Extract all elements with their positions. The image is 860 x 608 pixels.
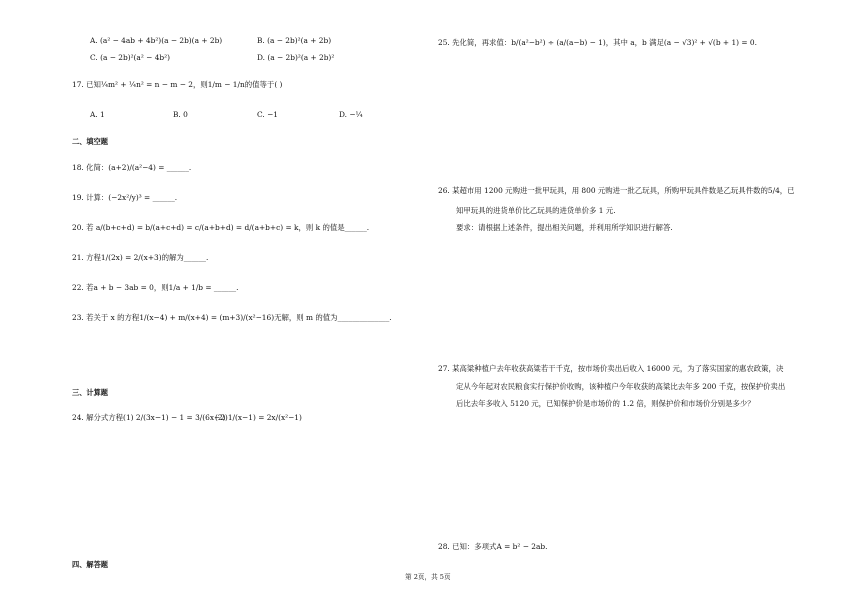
section-fill-in-blank-heading: 二、填空题 bbox=[72, 137, 108, 146]
q17-option-a: A. 1 bbox=[90, 110, 105, 119]
page-footer: 第 2页，共 5页 bbox=[405, 573, 451, 581]
section-answer-heading: 四、解答题 bbox=[72, 560, 108, 569]
q27-line3: 后比去年多收入 5120 元，已知保护价是市场价的 1.2 倍，则保护价和市场价分别是多少？ bbox=[456, 399, 755, 408]
q27-line1: 27. 某高粱种植户去年收获高粱若干千克，按市场价卖出后收入 16000 元，为了落实国家的惠农政策，决 bbox=[438, 364, 784, 373]
q27-line2: 定从今年起对农民粮食实行保护价收购，该种植户今年收获的高粱比去年多 200 千克，按保护价卖出 bbox=[456, 382, 786, 391]
q17-stem: 17. 已知¼m² + ¼n² = n − m − 2，则1/m − 1/n的值等于( ) bbox=[72, 80, 283, 89]
q20: 20. 若 a/(b+c+d) = b/(a+c+d) = c/(a+b+d) = d/(a+b+c) = k，则 k 的值是______. bbox=[72, 223, 370, 232]
q26-line2: 知甲玩具的进货单价比乙玩具的进货单价多 1 元. bbox=[456, 206, 616, 215]
q23: 23. 若关于 x 的方程1/(x−4) + m/(x+4) = (m+3)/(x²−16)无解，则 m 的值为______________. bbox=[72, 313, 392, 322]
q19: 19. 计算：(−2x²/y)³ = ______. bbox=[72, 193, 178, 202]
q22: 22. 若a + b − 3ab = 0，则1/a + 1/b = ______. bbox=[72, 283, 239, 292]
q28: 28. 已知：多项式A = b² − 2ab. bbox=[438, 542, 548, 551]
q17-option-b: B. 0 bbox=[173, 110, 188, 119]
q16-option-d: D. (a − 2b)²(a + 2b)² bbox=[257, 53, 335, 62]
q16-option-a: A. (a² − 4ab + 4b²)(a − 2b)(a + 2b) bbox=[90, 36, 223, 45]
q17-option-d: D. −¼ bbox=[339, 110, 363, 119]
q16-option-b: B. (a − 2b)²(a + 2b) bbox=[257, 36, 332, 45]
q18: 18. 化简：(a+2)/(a²−4) = ______. bbox=[72, 163, 192, 172]
q26-line1: 26. 某超市用 1200 元购进一批甲玩具，用 800 元购进一批乙玩具，所购甲玩具件数是乙玩具件数的5/4，已 bbox=[438, 186, 795, 195]
q25: 25. 先化简，再求值：b/(a²−b²) ÷ (a/(a−b) − 1)，其中 a，b 满足(a − √3)² + √(b + 1) = 0. bbox=[438, 38, 757, 47]
q24-part1: 24. 解分式方程(1) 2/(3x−1) − 1 = 3/(6x−2) bbox=[72, 413, 228, 422]
q17-option-c: C. −1 bbox=[257, 110, 278, 119]
q26-line3: 要求：请根据上述条件，提出相关问题，并利用所学知识进行解答. bbox=[456, 223, 673, 232]
q24-part2: (2) 1/(x−1) = 2x/(x²−1) bbox=[215, 413, 302, 422]
q16-option-c: C. (a − 2b)²(a² − 4b²) bbox=[90, 53, 170, 62]
q21: 21. 方程1/(2x) = 2/(x+3)的解为______. bbox=[72, 253, 209, 262]
section-calculation-heading: 三、计算题 bbox=[72, 388, 108, 397]
